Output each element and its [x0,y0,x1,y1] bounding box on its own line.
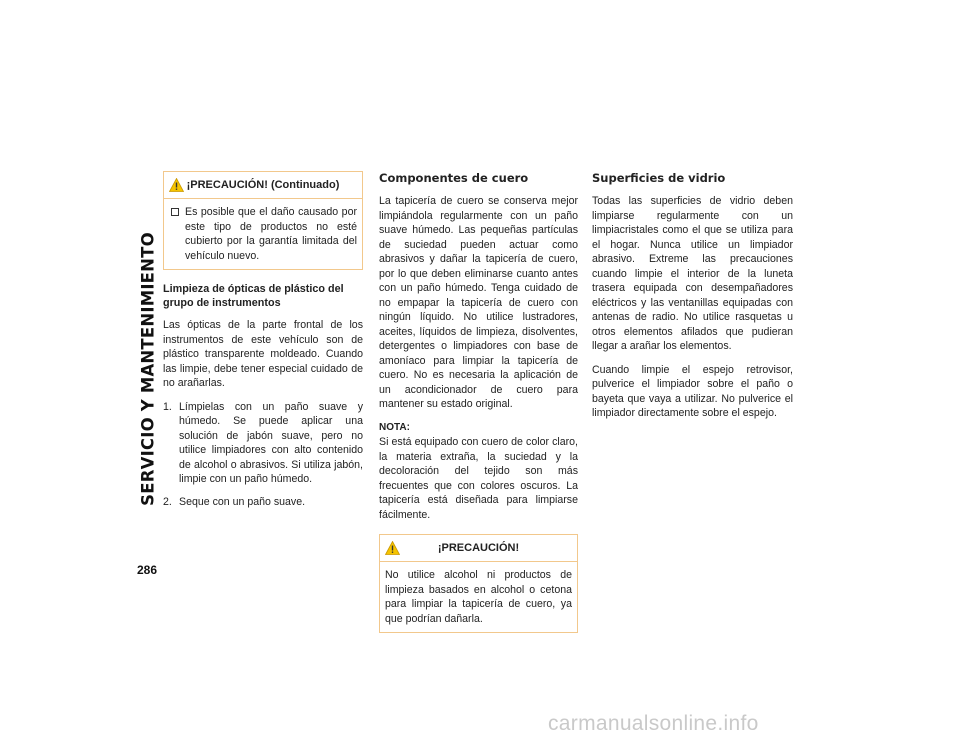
column-1 [163,171,363,517]
paragraph: La tapicería de cuero se conserva mejor limpiándola regularmente con un paño suave húmedo. Las pequeñas partículas de suciedad pueden actuar como abrasivos y dañar la tapicería de cuero, por lo que deben eliminarse cuanto antes con un paño húmedo. Tenga cuidado de no empapar la tapicería de cuero con ningún líquido. No utilice lustradores, aceites, líquidos de limpieza, disolventes, detergentes o limpiadores con base de amoníaco para limpiar la tapicería de cuero. No es necesaria la aplicación de un acondicionador de cuero para mantener su estado original. [379,195,578,410]
paragraph: Las ópticas de la parte frontal de los instrumentos de este vehículo son de plástico transparente moldeado. Cuando las limpie, debe tener especial cuidado de no arañarlas. [163,319,363,389]
paragraph: Cuando limpie el espejo retrovisor, pulverice el limpiador sobre el paño o bayeta que vaya a utilizar. No pulverice el limpiador directamente sobre el espejo. [592,363,793,419]
caution-text: No utilice alcohol ni productos de limpieza basados en alcohol o cetona para limpiar la tapicería de cuero, ya que podrían dañarla. [385,569,572,625]
warning-icon [169,178,184,192]
caution-bullet [169,205,357,263]
watermark: carmanualsonline.info [548,712,759,735]
step-text: Seque con un paño suave. [179,495,306,508]
note-label: NOTA: [379,421,410,433]
section-heading: Limpieza de ópticas de plástico del grupo de instrumentos [163,283,344,309]
bullet-box-icon [171,208,179,216]
caution-body [380,562,577,632]
step-number: 1. [163,400,172,413]
column-2 [379,171,578,645]
list-item [163,495,363,510]
step-number: 2. [163,495,172,508]
section-tab [137,168,159,570]
note-text: Si está equipado con cuero de color claro, la materia extraña, la suciedad y la decoloración del tejido son más frecuentes que con colores oscuros. La tapicería está diseñada para limpiarse fácilmente. [379,436,578,521]
section-heading: Superficies de vidrio [592,171,726,185]
caution-title: ¡PRECAUCIÓN! (Continuado) [186,178,340,191]
caution-box-continued [163,171,363,270]
steps-list [163,400,363,510]
paragraph: Todas las superficies de vidrio deben limpiarse regularmente con un limpiacristales como el que se utiliza para el hogar. Nunca utilice un limpiador abrasivo. Extreme las precauciones cuando limpie el interior de la luneta trasera equipada con desempañadores eléctricos y las ventanillas equipadas con antenas de radio. No utilice rasquetas u otros elementos afilados que pudieran llegar a arañar los elementos. [592,195,793,352]
warning-icon [385,541,400,555]
section-heading: Componentes de cuero [379,171,529,185]
caution-box [379,534,578,633]
section-tab-label: SERVICIO Y MANTENIMIENTO [138,232,158,506]
column-3 [592,171,793,430]
caution-header [164,172,362,199]
caution-body [164,199,362,269]
caution-title: ¡PRECAUCIÓN! [437,541,520,554]
caution-header [380,535,577,562]
page-number: 286 [137,563,158,577]
step-text: Límpielas con un paño suave y húmedo. Se puede aplicar una solución de jabón suave, pero no utilice limpiadores con alto contenido de alcohol o abrasivos. Si utiliza jabón, limpie con un paño húmedo. [179,400,363,485]
caution-bullet-text: Es posible que el daño causado por este tipo de productos no esté cubierto por la garantía limitada del vehículo nuevo. [185,206,357,262]
list-item [163,400,363,487]
